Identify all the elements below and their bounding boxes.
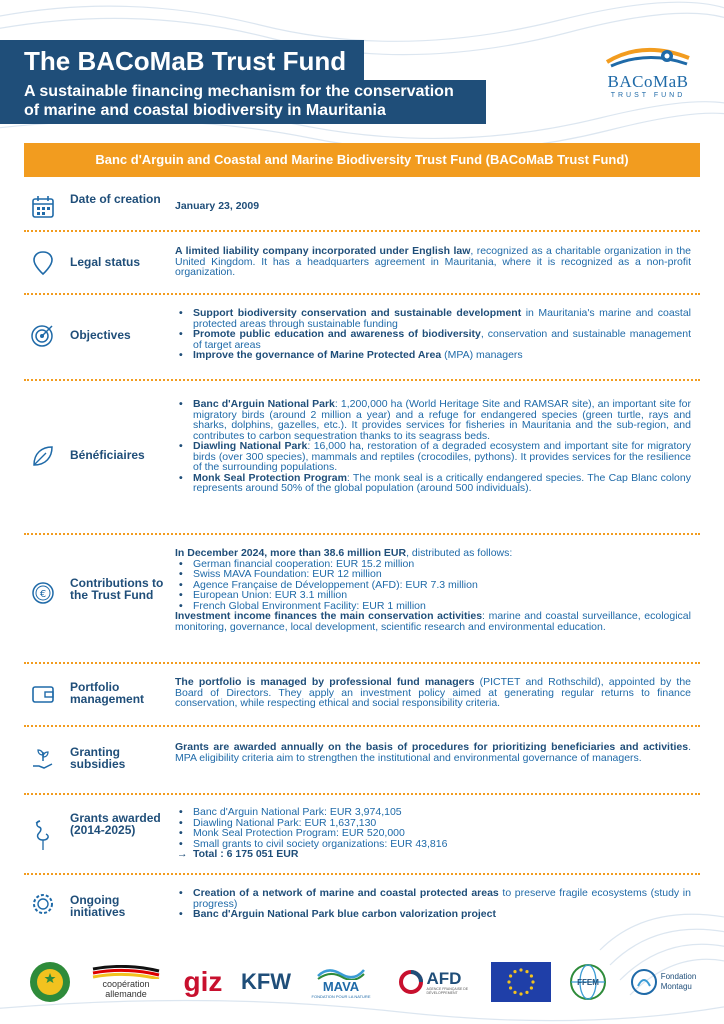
- eu-flag-icon: [491, 962, 551, 1002]
- coop-line-1: coopération: [102, 979, 150, 989]
- objectives-label: Objectives: [70, 328, 131, 342]
- portfolio-label: Portfolio management: [70, 680, 145, 706]
- granting-text: [175, 742, 691, 763]
- divider: [24, 230, 700, 232]
- section-legal: [24, 244, 700, 288]
- montagu-circle-icon: [630, 968, 658, 996]
- leaf-icon: [30, 443, 56, 469]
- ongoing-list: [175, 888, 691, 920]
- beneficiary-2-bold: Diawling National Park: [193, 440, 308, 452]
- hand-plant-icon: [30, 746, 56, 772]
- contributions-outro-bold: Investment income finances the main conservation activities: [175, 610, 483, 622]
- granting-bold: Grants are awarded annually on the basis of procedures for prioritizing beneficiaries and activities: [175, 741, 689, 753]
- montagu-line-2: Montagu: [660, 982, 692, 991]
- legal-text: [175, 246, 691, 278]
- grants-list: [175, 807, 691, 860]
- banner: Banc d'Arguin and Coastal and Marine Biodiversity Trust Fund (BACoMaB Trust Fund): [24, 143, 700, 177]
- objectives-list: [175, 308, 691, 361]
- contributions-intro-rest: , distributed as follows:: [406, 547, 513, 559]
- afd-sub: AGENCE FRANÇAISE DE DÉVELOPPEMENT: [426, 986, 469, 995]
- list-item: • Monk Seal Protection Program: EUR 520,000: [175, 828, 691, 839]
- list-item: [175, 308, 691, 329]
- cooperation-allemande-logo: [86, 958, 166, 1006]
- grants-total: [175, 849, 691, 860]
- ongoing-1-rest: to preserve fragile ecosystems (study in progress): [193, 887, 691, 910]
- list-item: [175, 350, 691, 361]
- location-pin-icon: [30, 250, 56, 276]
- portfolio-bold: The portfolio is managed by professional fund managers: [175, 676, 475, 688]
- euro-coin-icon: [30, 580, 56, 606]
- section-beneficiaries: [24, 395, 700, 523]
- gear-leaf-icon: [30, 891, 56, 917]
- montagu-line-1: Fondation: [660, 972, 697, 981]
- list-item: • Agence Française de Développement (AFD): EUR 7.3 million: [175, 580, 691, 591]
- objective-3-rest: (MPA) managers: [441, 349, 523, 361]
- contributions-outro-rest: : marine and coastal surveillance, ecological monitoring, governance, local development, scientific research and environmental education.: [175, 610, 691, 633]
- list-item: [175, 909, 691, 920]
- mava-logo: [306, 958, 376, 1006]
- section-granting: [24, 740, 700, 784]
- objective-3-bold: Improve the governance of Marine Protected Area: [193, 349, 442, 361]
- section-grants: [24, 805, 700, 863]
- afd-ring-icon: [398, 969, 424, 995]
- page-subtitle: A sustainable financing mechanism for the conservation of marine and coastal biodiversity in Mauritania: [0, 80, 486, 124]
- grants-label: Grants awarded (2014-2025): [70, 811, 161, 837]
- list-item: • German financial cooperation: EUR 15.2 million: [175, 559, 691, 570]
- ffem-logo: [568, 958, 608, 1006]
- ffem-name: FFEM: [577, 978, 599, 987]
- grants-total-text: Total : 6 175 051 EUR: [193, 848, 299, 860]
- list-item: [175, 329, 691, 350]
- list-item: • Banc d'Arguin National Park: EUR 3,974,105: [175, 807, 691, 818]
- section-creation: [24, 190, 700, 226]
- eu-flag-logo: [490, 958, 552, 1006]
- section-objectives: [24, 306, 700, 368]
- divider: [24, 533, 700, 535]
- list-item: • French Global Environment Facility: EUR 1 million: [175, 601, 691, 612]
- list-item: [175, 473, 691, 494]
- creation-label: Date of creation: [70, 192, 161, 206]
- contributions-content: [175, 548, 691, 632]
- contributions-intro-bold: In December 2024, more than 38.6 million EUR: [175, 547, 407, 559]
- afd-logo: [394, 958, 474, 1006]
- granting-rest: . MPA eligibility criteria aim to strengthen the institutional and environmental governance of managers.: [175, 741, 691, 764]
- target-icon: [30, 322, 56, 348]
- divider: [24, 293, 700, 295]
- german-flag-wave-icon: [91, 965, 161, 979]
- section-contributions: [24, 546, 700, 652]
- legal-bold: A limited liability company incorporated under English law: [175, 245, 471, 257]
- list-item: • Diawling National Park: EUR 1,637,130: [175, 818, 691, 829]
- beneficiaries-list: [175, 399, 691, 494]
- portfolio-text: [175, 677, 691, 709]
- mauritania-emblem-logo: [28, 958, 72, 1006]
- objective-1-rest: in Mauritania's marine and coastal protected areas through sustainable funding: [193, 307, 691, 330]
- divider: [24, 662, 700, 664]
- mava-name: MAVA: [322, 979, 360, 994]
- beneficiary-3-rest: : The monk seal is a critically endangered species. The Cap Blanc colony represents around 50% of the global population (around 500 individuals).: [193, 471, 691, 494]
- section-portfolio: [24, 675, 700, 719]
- creation-value: January 23, 2009: [175, 200, 260, 212]
- ongoing-1-bold: Creation of a network of marine and coastal protected areas: [193, 887, 499, 899]
- beneficiary-2-rest: : 16,000 ha, restoration of a degraded ecosystem and important site for migratory birds (over 300 species), mammals and reptiles (crocodiles, pythons). It provides services for the resilience of the surrounding populations.: [193, 440, 691, 473]
- ongoing-label: Ongoing initiatives: [70, 893, 126, 919]
- ongoing-2-bold: Banc d'Arguin National Park blue carbon valorization project: [193, 908, 496, 920]
- ffem-globe-icon: [569, 963, 607, 1001]
- divider: [24, 873, 700, 875]
- objective-2-rest: , conservation and sustainable management of target areas: [193, 328, 691, 351]
- contributions-label: Contributions to the Trust Fund: [70, 576, 164, 602]
- list-item: [175, 441, 691, 473]
- objective-2-bold: Promote public education and awareness of biodiversity: [193, 328, 481, 340]
- afd-name: AFD: [426, 968, 462, 988]
- legal-label: Legal status: [70, 255, 141, 269]
- beneficiaries-label: Bénéficiaires: [70, 448, 145, 462]
- section-ongoing: [24, 886, 700, 926]
- bacomab-logo-name: BACoMaB: [607, 72, 689, 91]
- list-item: [175, 399, 691, 441]
- list-item: • Swiss MAVA Foundation: EUR 12 million: [175, 569, 691, 580]
- wallet-icon: [30, 681, 56, 707]
- contributions-outro: [175, 611, 691, 632]
- list-item: [175, 888, 691, 909]
- objective-1-bold: Support biodiversity conservation and sustainable development: [193, 307, 522, 319]
- mava-wave-icon: [316, 964, 366, 980]
- contributions-intro: [175, 548, 691, 559]
- beneficiary-1-rest: : 1,200,000 ha (World Heritage Site and RAMSAR site), an important site for migratory birds (around 2 million a year) and a refuge for endangered species (green turtle, rays and sharks, dolphins, gazelles, etc.). It provides services for fisheries in Mauritania and the sub-region, and contributes to carbon sequestration thanks to its seagrass beds.: [193, 398, 691, 442]
- wave-eye-icon: [603, 44, 693, 70]
- giz-logo: giz: [183, 966, 223, 997]
- list-item: • Small grants to civil society organizations: EUR 43,816: [175, 839, 691, 850]
- portfolio-rest: (PICTET and Rothschild), appointed by the Board of Directors. They apply an investment policy aimed at generating regular returns to finance conservation, while respecting ethical and social responsibility criteria.: [175, 676, 691, 709]
- partner-logos: [20, 958, 704, 1008]
- divider: [24, 793, 700, 795]
- coop-line-2: allemande: [105, 989, 147, 999]
- page-title: The BACoMaB Trust Fund: [0, 40, 364, 80]
- mauritania-emblem-icon: [28, 960, 72, 1004]
- bacomab-logo-tagline: TRUST FUND: [610, 92, 686, 99]
- mava-sub: FONDATION POUR LA NATURE: [311, 994, 371, 999]
- beneficiary-3-bold: Monk Seal Protection Program: [193, 471, 347, 484]
- beneficiary-1-bold: Banc d'Arguin National Park: [193, 398, 335, 410]
- header: [0, 40, 486, 124]
- calendar-icon: [30, 194, 56, 220]
- fondation-montagu-logo: [624, 958, 702, 1006]
- granting-label: Granting subsidies: [70, 745, 126, 771]
- bacomab-logo: [598, 42, 698, 104]
- kfw-logo: KFW: [240, 969, 292, 994]
- flamingo-icon: [30, 817, 56, 851]
- divider: [24, 379, 700, 381]
- svg-text:€: €: [39, 589, 47, 600]
- legal-rest: , recognized as a charitable organization in the United Kingdom. It has a headquarters agreement in Mauritania, where it is recognized as a non-profit organization.: [175, 245, 691, 278]
- divider: [24, 725, 700, 727]
- list-item: • European Union: EUR 3.1 million: [175, 590, 691, 601]
- arrow-right-icon: →: [177, 848, 188, 860]
